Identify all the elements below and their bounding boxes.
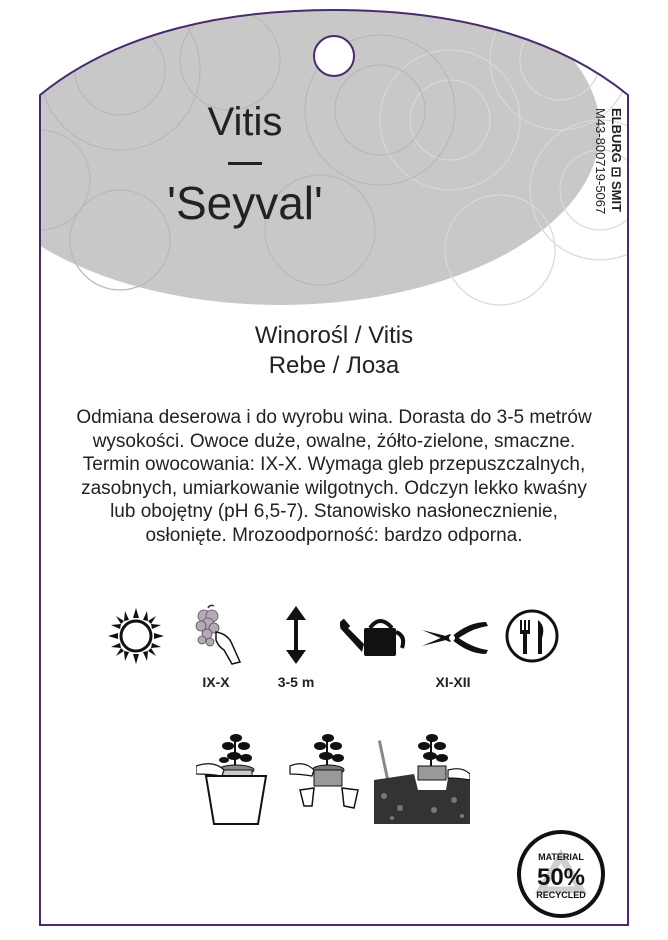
pruning-label: XI-XII: [435, 674, 471, 690]
badge-recycled: RECYCLED: [536, 890, 586, 900]
pruning-shears-icon: [420, 616, 490, 660]
harvest-label: IX-X: [202, 674, 230, 690]
recycled-material-badge: [515, 828, 607, 920]
genus-name: Vitis: [207, 100, 283, 144]
planting-step-pot-icon: [196, 730, 276, 826]
edible-fork-knife-icon: [504, 608, 560, 664]
cultivar-name: 'Seyval': [167, 177, 323, 229]
title-dash: [228, 162, 262, 165]
height-arrow-icon: [284, 606, 308, 664]
common-name-pl: Winorośl / Vitis: [254, 322, 414, 349]
badge-material: MATERIAL: [538, 852, 584, 862]
description-text: Odmiana deserowa i do wyrobu wina. Dorasta do 3-5 metrów wysokości. Owoce duże, owalne, żółto-zielone, smaczne. Termin owocowania: IX-X. Wymaga gleb przepuszczalnych, zasobnych, umiarkowanie wilgotnych. Odczyn lekko kwaśny lub obojętny (pH 6,5-7). Stanowisko nasłonecznienie, osłonięte. Mrozoodporność: bardzo odporna.: [76, 407, 592, 546]
brand-name: ELBURG ⊡ SMIT: [609, 108, 624, 213]
planting-step-unpot-icon: [288, 730, 368, 826]
common-name-de-ru: Rebe / Лоза: [268, 352, 400, 379]
harvest-grapes-icon: [188, 604, 244, 668]
badge-percent: 50%: [536, 864, 586, 891]
brand-code: M43-800719-5067: [593, 108, 608, 215]
sun-icon: [108, 608, 164, 664]
planting-step-ground-icon: [374, 730, 470, 826]
watering-can-icon: [340, 614, 410, 658]
hang-hole: [314, 36, 354, 76]
brand-block: [590, 100, 624, 240]
height-label: 3-5 m: [277, 674, 315, 690]
